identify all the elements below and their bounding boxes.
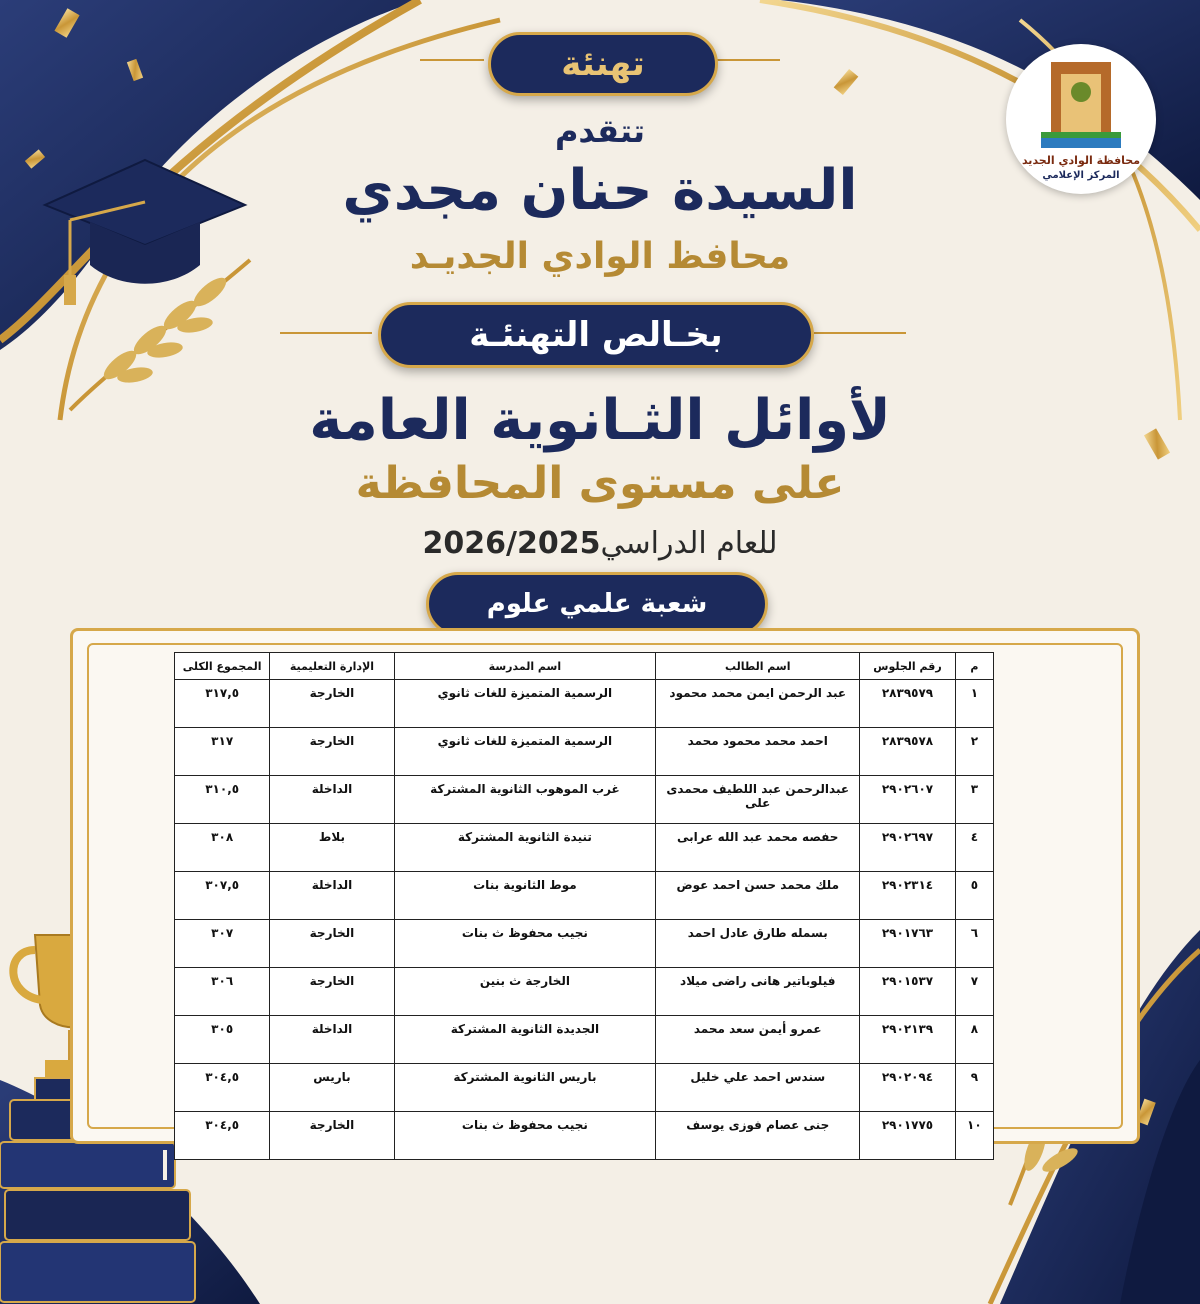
cell-school: نجيب محفوظ ث بنات	[394, 920, 656, 968]
cell-admin: الداخلة	[270, 872, 394, 920]
cell-admin: الداخلة	[270, 1016, 394, 1064]
header-name: اسم الطالب	[656, 653, 860, 680]
cell-name: بسمله طارق عادل احمد	[656, 920, 860, 968]
header-num: م	[955, 653, 993, 680]
cell-total: ٣١٠,٥	[175, 776, 270, 824]
cell-total: ٣١٧,٥	[175, 680, 270, 728]
cell-admin: الداخلة	[270, 776, 394, 824]
cell-admin: بلاط	[270, 824, 394, 872]
cell-name: جنى عصام فوزى يوسف	[656, 1112, 860, 1160]
table-row	[175, 776, 994, 824]
header-school: اسم المدرسة	[394, 653, 656, 680]
cell-num: ٩	[955, 1064, 993, 1112]
cell-admin: باريس	[270, 1064, 394, 1112]
cell-school: نجيب محفوظ ث بنات	[394, 1112, 656, 1160]
cell-total: ٣٠٧	[175, 920, 270, 968]
table-row	[175, 824, 994, 872]
cell-admin: الخارجة	[270, 968, 394, 1016]
table-row	[175, 728, 994, 776]
cell-total: ٣٠٧,٥	[175, 872, 270, 920]
cell-num: ٧	[955, 968, 993, 1016]
cell-total: ٣٠٨	[175, 824, 270, 872]
cell-school: الخارجة ث بنين	[394, 968, 656, 1016]
cell-seat: ٢٩٠٢٣١٤	[860, 872, 956, 920]
cell-admin: الخارجة	[270, 728, 394, 776]
cell-admin: الخارجة	[270, 680, 394, 728]
cell-name: حفصه محمد عبد الله عرابى	[656, 824, 860, 872]
cell-school: الرسمية المتميزة للغات ثانوي	[394, 728, 656, 776]
cell-num: ١٠	[955, 1112, 993, 1160]
governor-name: السيدة حنان مجدي	[342, 158, 858, 223]
cell-seat: ٢٩٠٢٦٠٧	[860, 776, 956, 824]
cell-total: ٣٠٦	[175, 968, 270, 1016]
header-total: المجموع الكلى	[175, 653, 270, 680]
cell-name: فيلوباتير هانى راضى ميلاد	[656, 968, 860, 1016]
cell-school: الجديدة الثانوية المشتركة	[394, 1016, 656, 1064]
cell-name: احمد محمد محمود محمد	[656, 728, 860, 776]
congratulations-banner: تهنئة	[488, 32, 718, 96]
table-row	[175, 1112, 994, 1160]
results-body	[175, 680, 994, 1160]
logo-center-text: المركز الإعلامي	[1042, 170, 1120, 181]
cell-school: غرب الموهوب الثانوية المشتركة	[394, 776, 656, 824]
cell-seat: ٢٩٠٢٠٩٤	[860, 1064, 956, 1112]
table-row	[175, 872, 994, 920]
cell-admin: الخارجة	[270, 1112, 394, 1160]
governorate-level-title: على مستوى المحافظة	[355, 458, 845, 509]
header-seat: رقم الجلوس	[860, 653, 956, 680]
cell-num: ٥	[955, 872, 993, 920]
cell-name: عبدالرحمن عبد اللطيف محمدى على	[656, 776, 860, 824]
table-row	[175, 920, 994, 968]
table-row	[175, 680, 994, 728]
academic-year-label: للعام الدراسي	[600, 526, 778, 561]
table-row	[175, 1016, 994, 1064]
table-row	[175, 1064, 994, 1112]
cell-school: تنيدة الثانوية المشتركة	[394, 824, 656, 872]
cell-school: موط الثانوية بنات	[394, 872, 656, 920]
cell-num: ٨	[955, 1016, 993, 1064]
cell-name: عبد الرحمن ايمن محمد محمود	[656, 680, 860, 728]
table-header-row	[175, 653, 994, 680]
cell-name: سندس احمد علي خليل	[656, 1064, 860, 1112]
governor-title: محافظ الوادي الجديـد	[409, 236, 791, 277]
cell-school: الرسمية المتميزة للغات ثانوي	[394, 680, 656, 728]
sincere-congratulations-banner: بخـالص التهنئـة	[378, 302, 814, 368]
presents-text: تتقدم	[554, 112, 646, 150]
cell-num: ١	[955, 680, 993, 728]
cell-seat: ٢٩٠١٧٧٥	[860, 1112, 956, 1160]
cell-num: ٤	[955, 824, 993, 872]
cell-admin: الخارجة	[270, 920, 394, 968]
logo-governorate-text: محافظة الوادي الجديد	[1021, 154, 1141, 167]
cell-seat: ٢٨٣٩٥٧٩	[860, 680, 956, 728]
cell-num: ٢	[955, 728, 993, 776]
header-admin: الإدارة التعليمية	[270, 653, 394, 680]
cell-num: ٦	[955, 920, 993, 968]
cell-name: عمرو أيمن سعد محمد	[656, 1016, 860, 1064]
cell-total: ٣٠٥	[175, 1016, 270, 1064]
academic-year-value: 2026/2025	[422, 526, 601, 561]
results-table	[174, 652, 994, 1160]
cell-total: ٣٠٤,٥	[175, 1064, 270, 1112]
top-students-title: لأوائل الثـانوية العامة	[309, 388, 891, 453]
academic-year	[0, 526, 1200, 561]
cell-seat: ٢٩٠١٥٣٧	[860, 968, 956, 1016]
cell-school: باريس الثانوية المشتركة	[394, 1064, 656, 1112]
cell-seat: ٢٩٠٢١٣٩	[860, 1016, 956, 1064]
branch-banner: شعبة علمي علوم	[426, 572, 768, 636]
table-row	[175, 968, 994, 1016]
cell-name: ملك محمد حسن احمد عوض	[656, 872, 860, 920]
cell-seat: ٢٨٣٩٥٧٨	[860, 728, 956, 776]
cell-seat: ٢٩٠١٧٦٣	[860, 920, 956, 968]
cell-total: ٣١٧	[175, 728, 270, 776]
cell-num: ٣	[955, 776, 993, 824]
cell-seat: ٢٩٠٢٦٩٧	[860, 824, 956, 872]
cell-total: ٣٠٤,٥	[175, 1112, 270, 1160]
